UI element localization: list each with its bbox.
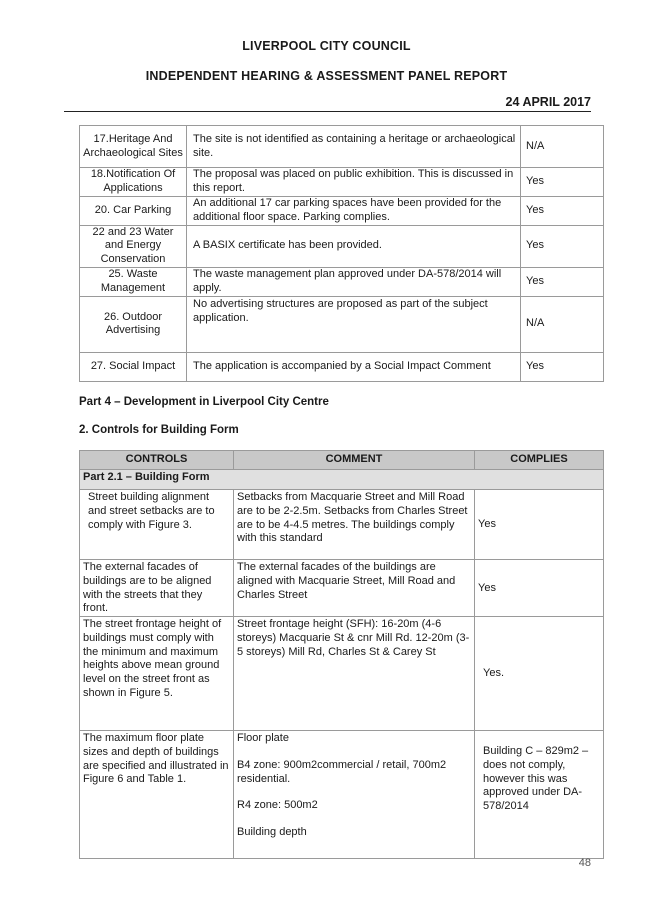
complies-header: COMPLIES	[475, 451, 604, 470]
complies-cell: Yes	[475, 560, 604, 617]
part-subheading: Part 2.1 – Building Form	[80, 470, 604, 490]
controls-header: CONTROLS	[80, 451, 234, 470]
control-cell: The external facades of buildings are to be aligned with the streets that they front.	[80, 560, 234, 617]
comment-header: COMMENT	[234, 451, 475, 470]
floor-plate-label: Floor plate	[237, 732, 289, 744]
control-cell: The maximum floor plate sizes and depth of buildings are specified and illustrated in Figure 6 and Table 1.	[80, 731, 234, 859]
table-row	[80, 267, 604, 296]
page-number: 48	[578, 857, 591, 869]
control-cell: 27. Social Impact	[80, 352, 187, 381]
comment-cell: Setbacks from Macquarie Street and Mill Road are to be 2-2.5m. Setbacks from Charles Street are to be 4-4.5 metres. The buildings comply with this standard	[234, 490, 475, 560]
complies-cell: Yes.	[475, 617, 604, 731]
table-row	[80, 296, 604, 352]
report-title: INDEPENDENT HEARING & ASSESSMENT PANEL REPORT	[145, 69, 508, 83]
comment-cell: No advertising structures are proposed as part of the subject application.	[187, 296, 521, 352]
header-rule	[64, 111, 591, 112]
comment-cell: The proposal was placed on public exhibition. This is discussed in this report.	[187, 168, 521, 197]
control-cell: 25. Waste Management	[80, 267, 187, 296]
table-row	[80, 490, 604, 560]
control-cell: 26. Outdoor Advertising	[80, 296, 187, 352]
table-row	[80, 617, 604, 731]
r4-zone-text: R4 zone: 500m2	[237, 799, 318, 812]
complies-cell: Yes	[521, 352, 604, 381]
control-cell: Street building alignment and street setbacks are to comply with Figure 3.	[80, 490, 234, 560]
control-cell: 17.Heritage And Archaeological Sites	[80, 126, 187, 168]
complies-cell: Yes	[521, 168, 604, 197]
report-date: 24 APRIL 2017	[505, 95, 591, 109]
control-cell: 18.Notification Of Applications	[80, 168, 187, 197]
comment-cell	[234, 731, 475, 859]
control-cell: 20. Car Parking	[80, 196, 187, 225]
b4-zone-text: B4 zone: 900m2commercial / retail, 700m2 residential.	[237, 758, 447, 785]
complies-cell: Yes	[521, 225, 604, 267]
table-row	[80, 196, 604, 225]
complies-cell: Yes	[521, 267, 604, 296]
compliance-table-part3	[79, 125, 604, 382]
table-row	[80, 560, 604, 617]
comment-cell: The external facades of the buildings are aligned with Macquarie Street, Mill Road and Charles Street	[234, 560, 475, 617]
comment-cell: The site is not identified as containing a heritage or archaeological site.	[187, 126, 521, 168]
section-heading-building-form: 2. Controls for Building Form	[79, 424, 239, 436]
table-row	[80, 168, 604, 197]
comment-cell: The application is accompanied by a Social Impact Comment	[187, 352, 521, 381]
complies-cell: N/A	[521, 126, 604, 168]
complies-cell: Yes	[521, 196, 604, 225]
complies-cell: N/A	[521, 296, 604, 352]
table-row	[80, 225, 604, 267]
building-depth-label: Building depth	[237, 826, 307, 838]
table-row	[80, 352, 604, 381]
building-form-controls-table	[79, 450, 604, 859]
control-cell: The street frontage height of buildings must comply with the minimum and maximum heights above mean ground level on the street front as shown in Figure 5.	[80, 617, 234, 731]
comment-cell: An additional 17 car parking spaces have been provided for the additional floor space. Parking complies.	[187, 196, 521, 225]
council-name: LIVERPOOL CITY COUNCIL	[242, 39, 411, 53]
table-row	[80, 126, 604, 168]
comment-cell: Street frontage height (SFH): 16-20m (4-6 storeys) Macquarie St & cnr Mill Rd. 12-20m (3-5 storeys) Mill Rd, Charles St & Carey St	[234, 617, 475, 731]
section-heading-part4: Part 4 – Development in Liverpool City Centre	[79, 396, 329, 408]
complies-cell: Yes	[475, 490, 604, 560]
control-cell: 22 and 23 Water and Energy Conservation	[80, 225, 187, 267]
table-header-row	[80, 451, 604, 470]
table-row	[80, 731, 604, 859]
comment-cell: A BASIX certificate has been provided.	[187, 225, 521, 267]
subheading-row	[80, 470, 604, 490]
comment-cell: The waste management plan approved under DA-578/2014 will apply.	[187, 267, 521, 296]
complies-cell: Building C – 829m2 – does not comply, however this was approved under DA-578/2014	[475, 731, 604, 859]
